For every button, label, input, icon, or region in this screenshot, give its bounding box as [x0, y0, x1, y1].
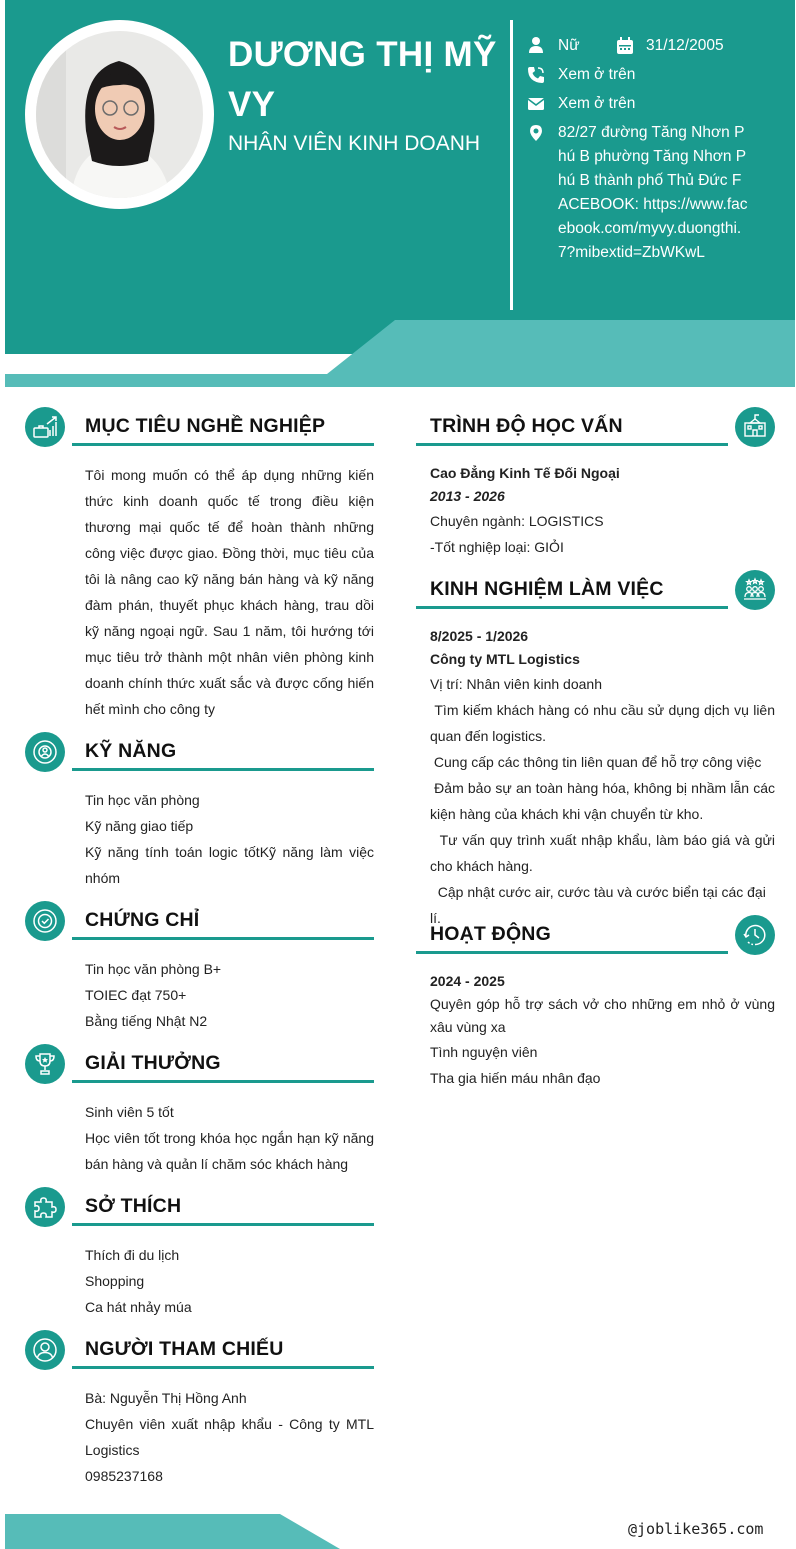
certificates-title: CHỨNG CHỈ: [85, 909, 200, 931]
clock-history-icon: [735, 915, 775, 955]
skills-title: KỸ NĂNG: [85, 740, 177, 762]
list-item: Tin học văn phòng B+: [85, 961, 222, 977]
list-item: 0985237168: [85, 1468, 163, 1484]
list-item: Tìm kiếm khách hàng có nhu cầu sử dụng dịch vụ liên quan đến logistics.: [430, 702, 779, 744]
list-item: Kỹ năng giao tiếp: [85, 818, 194, 834]
phone-icon: [527, 66, 545, 84]
list-item: Bà: Nguyễn Thị Hồng Anh: [85, 1390, 247, 1406]
section-underline: [72, 1080, 374, 1083]
section-underline: [416, 443, 728, 446]
education-title: TRÌNH ĐỘ HỌC VẤN: [430, 415, 623, 437]
hobbies-title: SỞ THÍCH: [85, 1195, 182, 1217]
list-item: Kỹ năng tính toán logic tốtKỹ năng làm việc nhóm: [85, 844, 374, 886]
calendar-icon: [616, 37, 634, 55]
activities-period: 2024 - 2025: [430, 973, 505, 989]
experience-period: 8/2025 - 1/2026: [430, 628, 529, 644]
user-icon: [527, 36, 545, 54]
email: Xem ở trên: [558, 95, 636, 112]
list-item: Cập nhật cước air, cước tàu và cước biển tại các đại lí.: [430, 884, 770, 926]
list-item: Chuyên viên xuất nhập khẩu - Công ty MTL Logistics: [85, 1416, 374, 1458]
location-pin-icon: [527, 124, 545, 142]
address: 82/27 đường Tăng Nhơn Phú B phường Tăng Nhơn Phú B thành phố Thủ Đức FACEBOOK: https://www.facebook.com/myvy.duongthi.7?mibextid=ZbWKwL: [558, 124, 748, 261]
candidate-name: DƯƠNG THỊ MỸ VY: [228, 35, 497, 124]
list-item: Học viên tốt trong khóa học ngắn hạn kỹ năng bán hàng và quản lí chăm sóc khách hàng: [85, 1130, 374, 1172]
section-underline: [72, 768, 374, 771]
gender: Nữ: [558, 37, 580, 54]
list-item: Cung cấp các thông tin liên quan để hỗ trợ công việc: [430, 754, 762, 770]
section-underline: [416, 951, 728, 954]
school-name: Cao Đẳng Kinh Tế Đối Ngoại: [430, 465, 620, 481]
company-name: Công ty MTL Logistics: [430, 651, 580, 667]
list-item: Tình nguyện viên: [430, 1044, 538, 1060]
activities-title: HOẠT ĐỘNG: [430, 923, 551, 945]
birthday: 31/12/2005: [646, 37, 724, 54]
objective-title: MỤC TIÊU NGHỀ NGHIỆP: [85, 415, 326, 437]
person-circle-icon: [25, 1330, 65, 1370]
section-underline: [72, 937, 374, 940]
section-underline: [72, 1366, 374, 1369]
list-item: Sinh viên 5 tốt: [85, 1104, 174, 1120]
list-item: Đảm bảo sự an toàn hàng hóa, không bị nhầm lẫn các kiện hàng của khách khi vận chuyển từ kho.: [430, 780, 779, 822]
list-item: Thích đi du lịch: [85, 1247, 180, 1263]
list-item: TOIEC đạt 750+: [85, 987, 187, 1003]
team-icon: [735, 570, 775, 610]
experience-title: KINH NGHIỆM LÀM VIỆC: [430, 578, 664, 600]
trophy-icon: [25, 1044, 65, 1084]
section-underline: [416, 606, 728, 609]
cv-header: [5, 0, 795, 387]
list-item: Tư vấn quy trình xuất nhập khẩu, làm báo giá và gửi cho khách hàng.: [430, 832, 779, 874]
candidate-job-title: NHÂN VIÊN KINH DOANH: [228, 132, 481, 155]
puzzle-icon: [25, 1187, 65, 1227]
gear-badge-icon: [25, 732, 65, 772]
list-item: Tha gia hiến máu nhân đạo: [430, 1070, 601, 1086]
education-period: 2013 - 2026: [430, 488, 505, 504]
chart-growth-icon: [25, 407, 65, 447]
watermark: @joblike365.com: [628, 1520, 764, 1538]
avatar-frame: [25, 20, 214, 209]
education-grade: -Tốt nghiệp loại: GIỎI: [430, 539, 564, 555]
section-underline: [72, 443, 374, 446]
education-major: Chuyên ngành: LOGISTICS: [430, 513, 604, 529]
phone: Xem ở trên: [558, 66, 636, 83]
position: Vị trí: Nhân viên kinh doanh: [430, 676, 602, 692]
list-item: Tin học văn phòng: [85, 792, 200, 808]
list-item: Ca hát nhảy múa: [85, 1299, 192, 1315]
footer-decoration: [5, 1514, 345, 1549]
list-item: Bằng tiếng Nhật N2: [85, 1013, 208, 1029]
list-item: Shopping: [85, 1273, 145, 1289]
list-item: Quyên góp hỗ trợ sách vở cho những em nhỏ ở vùng xâu vùng xa: [430, 996, 775, 1035]
section-underline: [72, 1223, 374, 1226]
awards-title: GIẢI THƯỞNG: [85, 1052, 221, 1074]
header-divider: [510, 20, 513, 310]
school-icon: [735, 407, 775, 447]
certificate-badge-icon: [25, 901, 65, 941]
mail-icon: [527, 95, 545, 113]
avatar: [36, 31, 203, 198]
objective-text: Tôi mong muốn có thể áp dụng những kiến thức kinh doanh quốc tế trong điều kiện thương mại quốc tế để hoàn thành những công việc được giao. Đồng thời, mục tiêu của tôi là nâng cao kỹ năng bán hàng và kỹ năng đàm phán, thuyết phục khách hàng, trau dồi kỹ năng ngoại ngữ. Sau 1 năm, tôi hướng tới mục tiêu trở thành một nhân viên phòng kinh doanh chính thức xuất sắc và được cống hiến hết mình cho công ty: [85, 467, 374, 717]
references-title: NGƯỜI THAM CHIẾU: [85, 1338, 284, 1360]
